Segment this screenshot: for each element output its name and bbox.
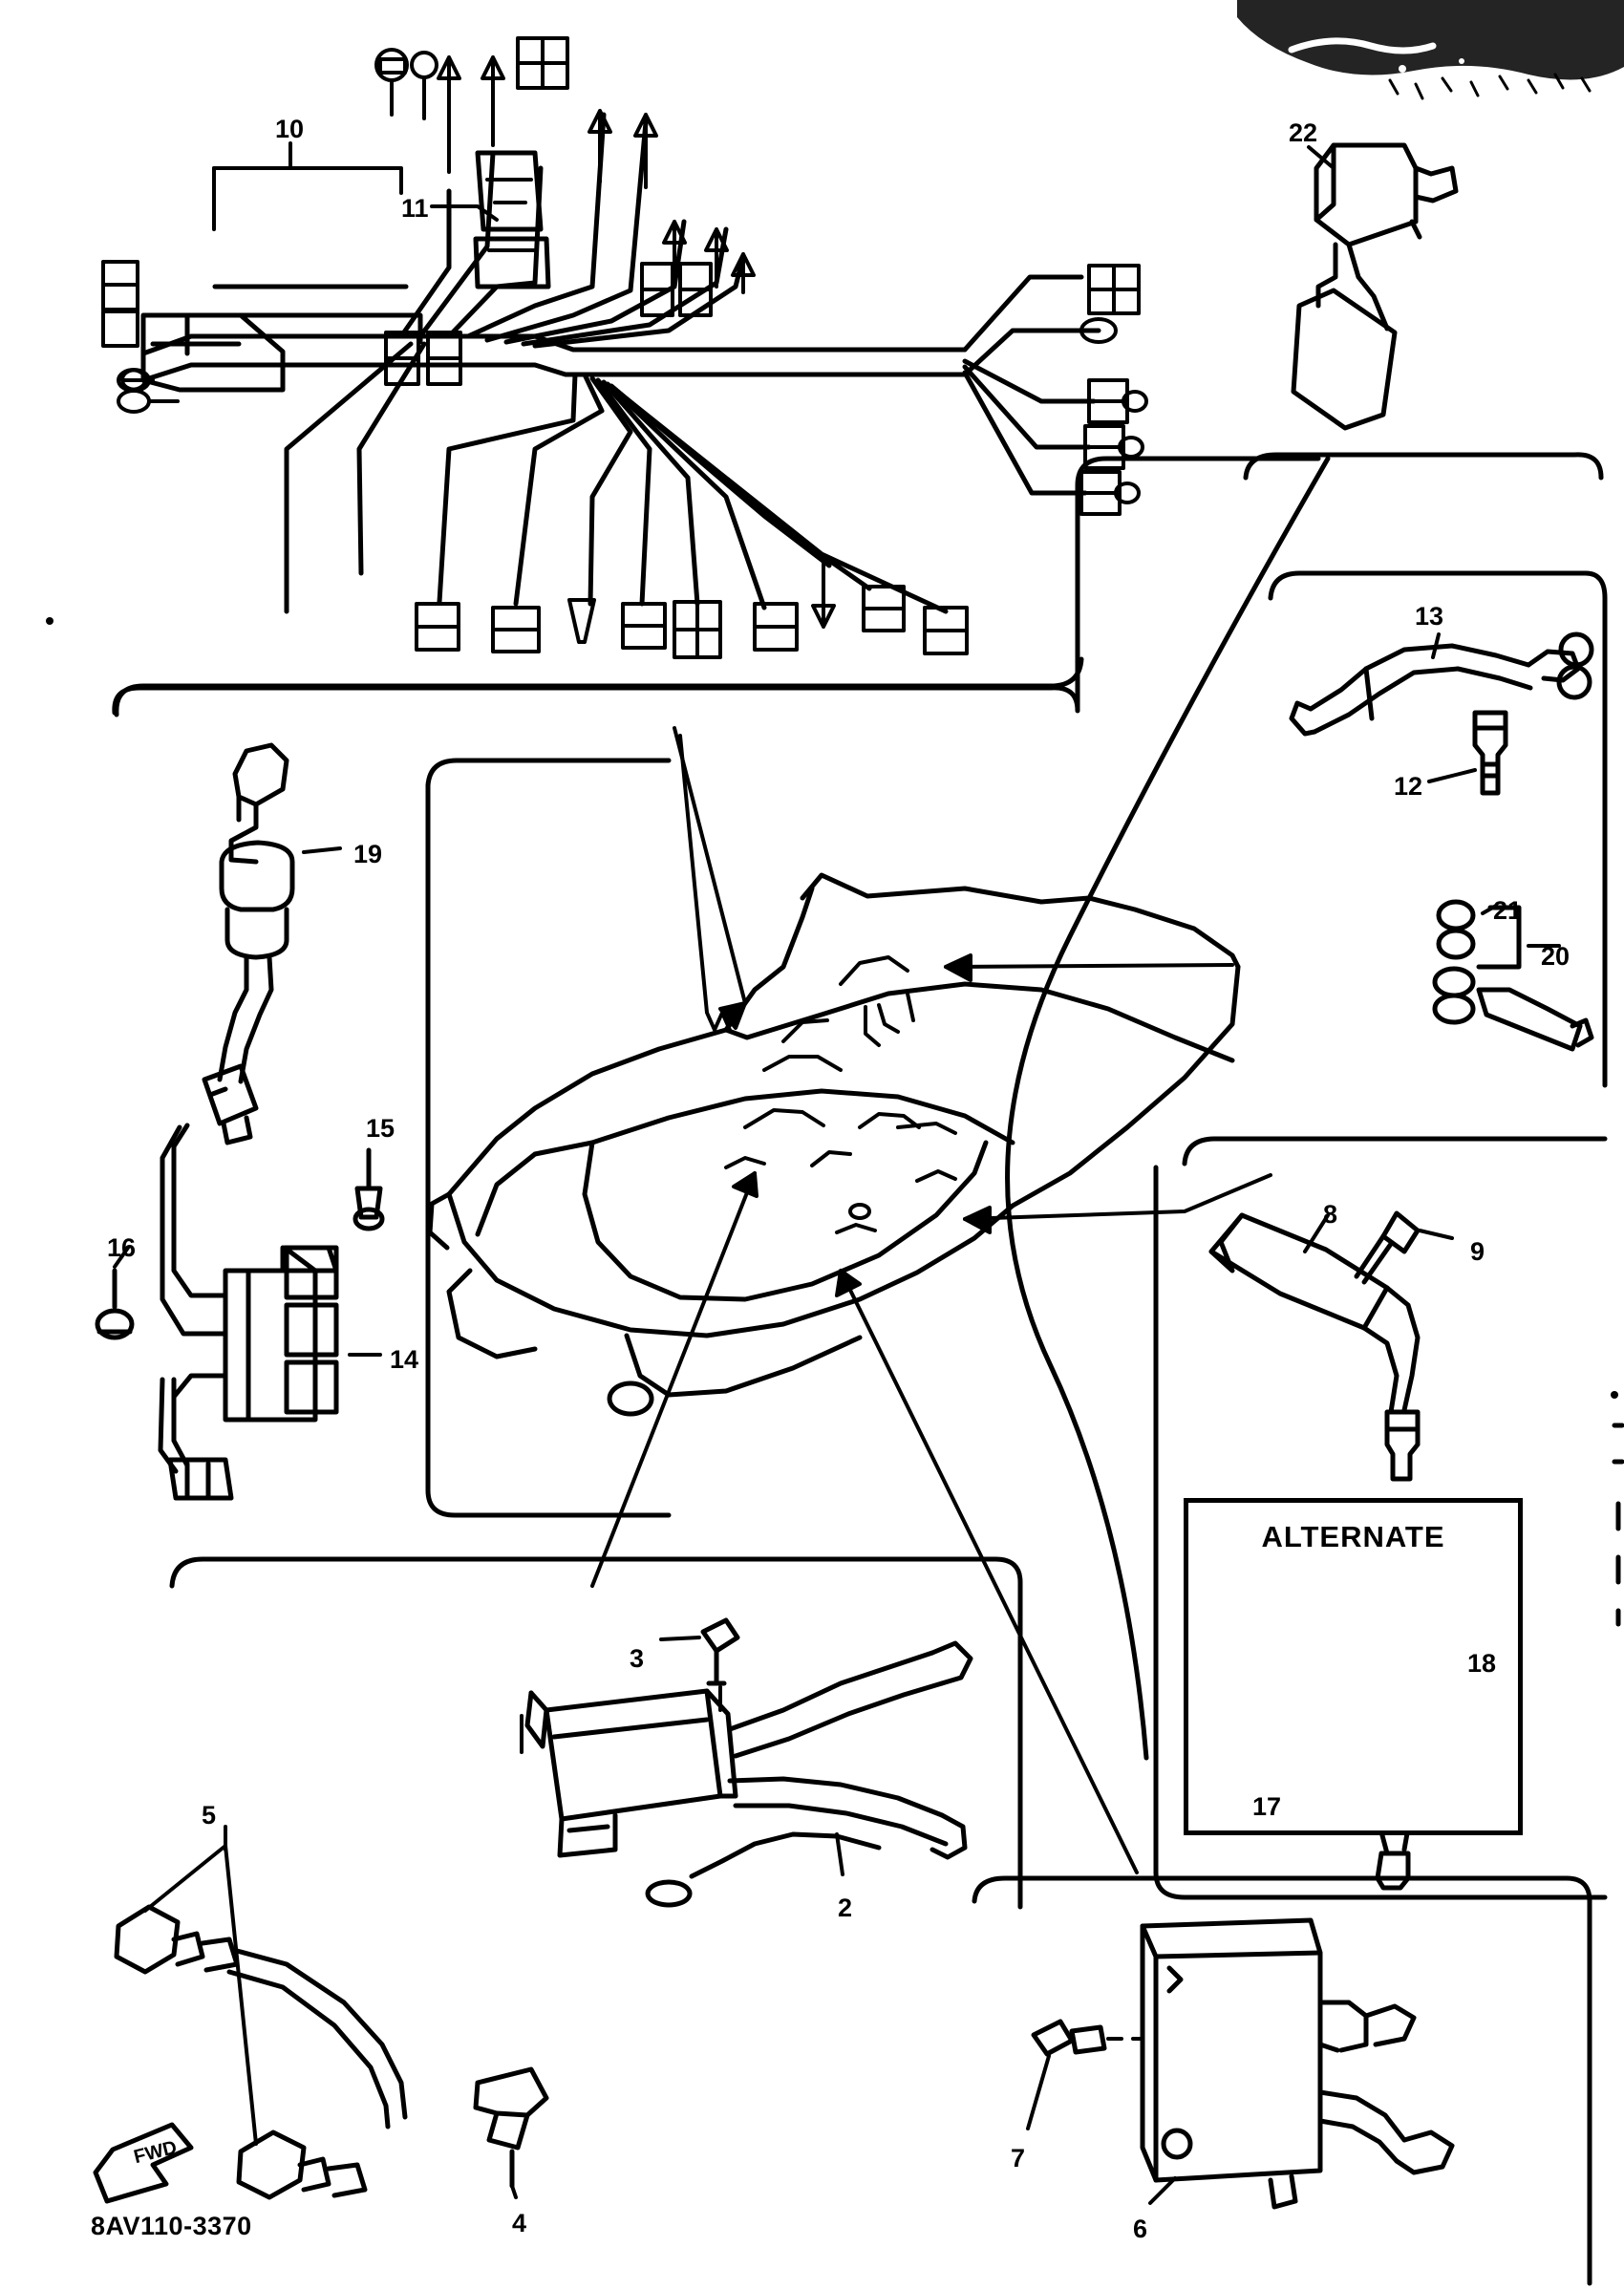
- callout-17: 17: [1252, 1792, 1282, 1821]
- part-22-relay: [1293, 145, 1456, 428]
- callout-8: 8: [1323, 1200, 1338, 1229]
- part-1-ignition-coil: [527, 1691, 736, 1855]
- callout-14: 14: [390, 1345, 419, 1374]
- part-15-screw: [355, 1150, 382, 1229]
- callout-11: 11: [401, 194, 429, 223]
- leader-9: [1420, 1231, 1452, 1238]
- part-6-cdi-unit: [1143, 1920, 1452, 2207]
- callout-2: 2: [838, 1894, 853, 1922]
- page-margin-ticks: [1614, 1425, 1622, 1624]
- leader-2: [837, 1834, 843, 1874]
- snowmobile-chassis: [430, 875, 1238, 1414]
- group-frame-89: [1185, 1139, 1605, 1164]
- alternate-label: ALTERNATE: [1261, 1520, 1445, 1553]
- part-20-bracket: [1479, 908, 1592, 1049]
- callout-19: 19: [353, 840, 383, 868]
- callout-6: 6: [1133, 2215, 1148, 2243]
- page-specks: [46, 617, 1618, 1399]
- callout-12: 12: [1394, 772, 1423, 801]
- part-13-plug-cap: [1292, 634, 1592, 734]
- wire-harness-assembly: [143, 115, 1099, 611]
- callout-9: 9: [1470, 1237, 1485, 1266]
- leader-4: [512, 2186, 516, 2197]
- part-12-spark-plug: [1475, 713, 1506, 793]
- part-8-regulator: [1211, 1215, 1418, 1479]
- callout-20: 20: [1541, 942, 1571, 971]
- group-frame-harness-top: [113, 478, 115, 713]
- harness-terminals-bottom: [417, 562, 967, 657]
- callout-4: 4: [512, 2209, 527, 2237]
- callout-10: 10: [275, 115, 305, 143]
- part-2-high-tension-lead: [648, 1643, 971, 1905]
- callout-5: 5: [202, 1801, 217, 1830]
- assembly-arrows: [592, 728, 1271, 1873]
- page-corner-smudge: [1237, 0, 1624, 79]
- group-frame-cdi: [974, 1878, 1590, 2283]
- part-14-relay-block: [160, 1125, 336, 1498]
- part-number-code: 8AV110-3370: [91, 2212, 252, 2240]
- leader-3: [661, 1637, 699, 1639]
- callout-16: 16: [107, 1233, 137, 1262]
- fwd-direction-label: FWD: [131, 2136, 180, 2169]
- part-3-screw: [703, 1620, 737, 1683]
- part-16-bolt: [97, 1271, 132, 1338]
- leader-10: [214, 143, 290, 229]
- callout-22: 22: [1289, 118, 1318, 147]
- leader-12: [1429, 770, 1475, 781]
- callout-21: 21: [1493, 896, 1523, 925]
- part-4-clamp: [476, 2069, 546, 2186]
- callout-13: 13: [1415, 602, 1444, 631]
- leader-7: [1028, 2056, 1049, 2129]
- callout-7: 7: [1011, 2144, 1026, 2172]
- leader-5: [145, 1846, 256, 2144]
- group-frame-19: [428, 760, 669, 785]
- harness-terminals-right: [1062, 319, 1146, 514]
- callout-3: 3: [630, 1644, 645, 1673]
- part-7-screw: [1034, 2022, 1104, 2054]
- leader-19: [304, 848, 340, 852]
- part-19-main-switch: [204, 745, 292, 1143]
- callout-15: 15: [366, 1114, 395, 1143]
- leader-10-bracket: [214, 168, 401, 193]
- part-21-grommet: [1435, 902, 1473, 1022]
- callout-18: 18: [1467, 1649, 1497, 1678]
